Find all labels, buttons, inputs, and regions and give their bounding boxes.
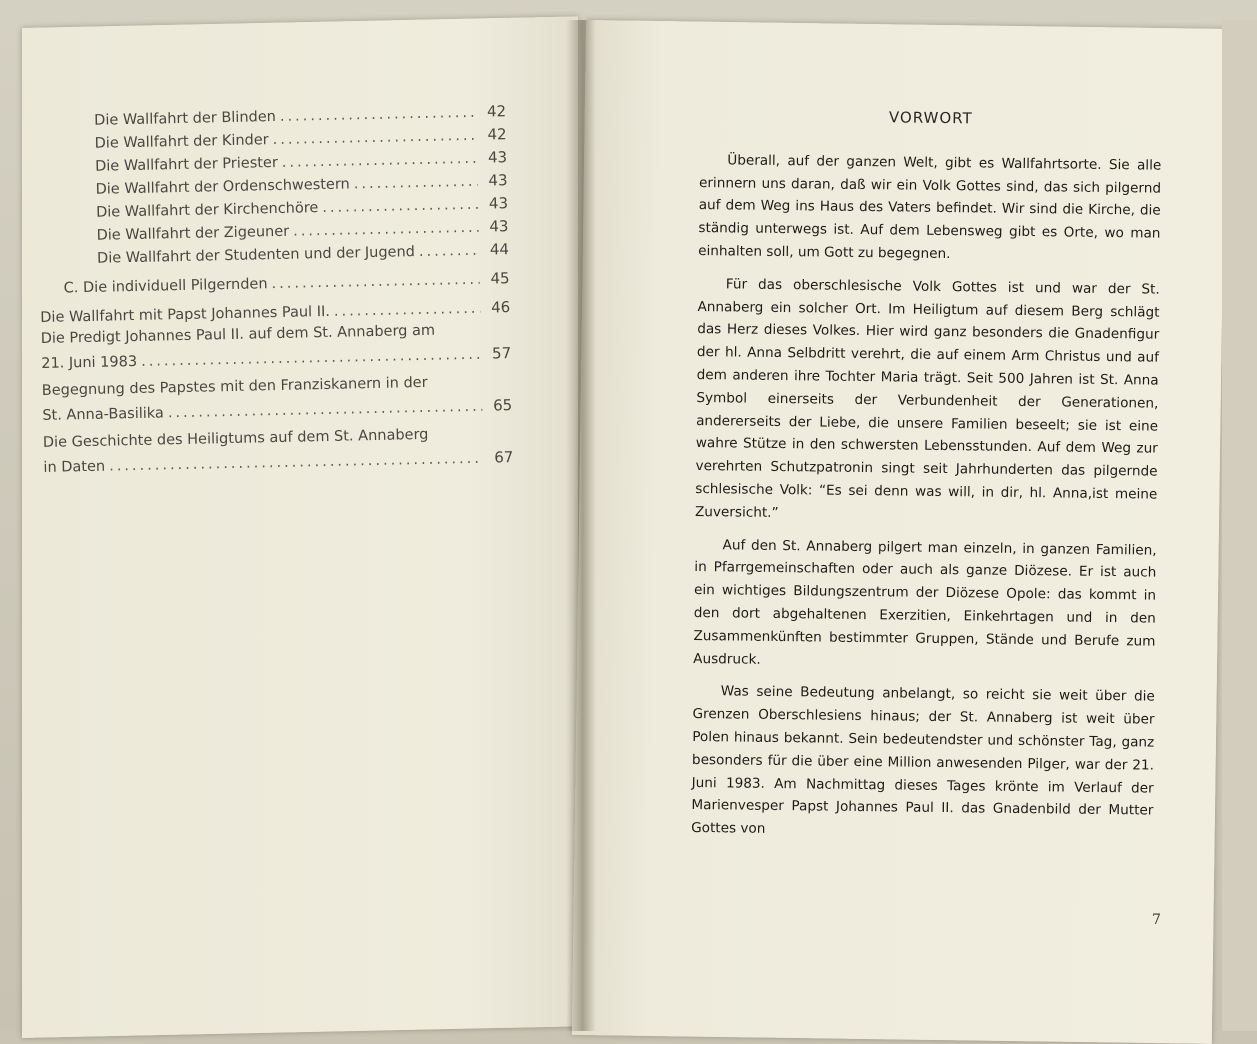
toc-entry-page: 42 xyxy=(487,125,507,144)
toc-leader-dots xyxy=(280,105,477,125)
toc-leader-dots xyxy=(282,151,478,171)
toc-entry-page: 45 xyxy=(490,269,510,288)
book-gutter xyxy=(566,20,596,1031)
toc-entry-label: Die Wallfahrt der Kirchenchöre xyxy=(95,200,319,221)
toc-entry-page: 43 xyxy=(488,171,508,190)
toc-entry-label: Die Wallfahrt der Ordenschwestern xyxy=(95,176,350,198)
toc-leader-dots xyxy=(293,220,479,240)
toc-entry-page: 42 xyxy=(486,102,507,121)
toc-entry-label: C. Die individuell Pilgernden xyxy=(63,276,268,297)
toc-entry-label: Die Wallfahrt der Blinden xyxy=(94,108,277,129)
toc-leader-dots xyxy=(271,272,479,292)
foreword-paragraph: Was seine Bedeutung anbelangt, so reicht sie weit über die Grenzen Oberschlesiens hinaus; der St. Annaberg ist weit über Polen hinaus bekannt. Sein bedeutendster und schönster Tag, ganz besonders für die über eine Million anwesenden Pilger, war der 21. Juni 1983. Am Nachmittag dieses Tages krönte im Verlauf der Marienvesper Papst Johannes Paul II. das Gnadenbild der Mutter Gottes von xyxy=(691,683,1155,837)
toc-entry-label: Die Wallfahrt der Kinder xyxy=(94,132,269,152)
toc-entry-page: 43 xyxy=(487,148,508,167)
toc-entry-multiline xyxy=(41,321,512,377)
toc-entry-page: 44 xyxy=(489,240,510,259)
toc-entry-label-cont: 21. Juni 1983 xyxy=(41,353,138,372)
toc-leader-dots xyxy=(419,243,479,260)
toc-entry-label: Die Wallfahrt der Priester xyxy=(94,154,279,175)
foreword-paragraph: Für das oberschlesische Volk Gottes ist und war der St. Annaberg ein solcher Ort. Im Heiligtum auf diesem Berg schlägt das Herz dieses Volkes. Hier wird ganz besonders die Gnadenfigur der hl. Anna Selbdritt verehrt, die auf einem Arm Christus und auf dem anderen ihre Tochter Maria trägt. Seit 500 Jahren ist St. Anna Symbol einerseits der Verbundenheit der Generationen, andererseits der Liebe, die unsere Familien beseelt; sie ist eine wahre Stütze in den schwersten Lebensstunden. Auf dem Weg zur verehrten Schutzpatronin singt seit Jahrhunderten das pilgernde schlesische Volk: “Es sei denn was will, in dir, hl. Anna,ist meine Zuversicht.” xyxy=(694,276,1160,521)
toc-entry-label: Die Wallfahrt der Zigeuner xyxy=(96,223,290,244)
page-edge-shadow xyxy=(1222,20,1257,1031)
toc-entry-label: Die Wallfahrt der Studenten und der Jugend xyxy=(96,244,416,267)
table-of-contents xyxy=(36,102,514,481)
toc-leader-dots xyxy=(273,128,477,148)
toc-leader-dots xyxy=(168,399,483,422)
toc-leader-dots xyxy=(322,197,478,216)
foreword-title: VORWORT xyxy=(888,108,973,128)
toc-entry-label: Die Wallfahrt mit Papst Johannes Paul II. xyxy=(40,303,331,326)
toc-entry-page: 43 xyxy=(488,194,509,213)
page-number: 7 xyxy=(1152,912,1161,928)
toc-leader-dots xyxy=(334,301,481,320)
toc-entry-label-cont: St. Anna-Basilika xyxy=(42,405,165,424)
toc-leader-dots xyxy=(354,174,478,193)
toc-entry xyxy=(39,269,509,302)
toc-entry-label-cont: in Daten xyxy=(43,458,106,476)
toc-entry-page: 57 xyxy=(491,344,512,363)
foreword-paragraph: Überall, auf der ganzen Welt, gibt es Wallfahrtsorte. Sie alle erinnern uns daran, daß wir ein Volk Gottes sind, das sich pilgernd auf dem Weg ins Haus des Vaters befindet. Wir sind die Kirche, die ständig unterwegs ist. Auf dem Lebensweg gibt es Orte, wo man einhalten soll, um Gott zu begegnen. xyxy=(698,152,1162,263)
toc-entry-page: 46 xyxy=(490,298,511,317)
toc-entry-label: Begegnung des Papstes mit den Franziskanern in der xyxy=(41,374,428,399)
foreword-paragraph: Auf den St. Annaberg pilgert man einzeln, in ganzen Familien, in Pfarrgemeinschaften oder auch als ganze Diözese. Er ist auch ein wichtiges Bildungszentrum der Diözese Opole: das kommt in den dort abgehaltenen Exerzitien, Einkehrtagen und in den Zusammenkünften bestimmter Gruppen, Stände und Berufe zum Ausdruck. xyxy=(693,536,1157,668)
toc-entry-label: Die Geschichte des Heiligtums auf dem St. Annaberg xyxy=(42,426,429,451)
toc-entry-page: 43 xyxy=(489,217,509,236)
toc-entry-multiline xyxy=(43,425,514,481)
foreword-section xyxy=(691,104,1162,855)
toc-entry-page: 65 xyxy=(492,396,513,415)
toc-entry-label: Die Predigt Johannes Paul II. auf dem St. Annaberg am xyxy=(40,322,436,347)
toc-leader-dots xyxy=(141,347,481,370)
toc-entry-multiline xyxy=(42,373,513,429)
toc-entry-page: 67 xyxy=(494,448,514,467)
